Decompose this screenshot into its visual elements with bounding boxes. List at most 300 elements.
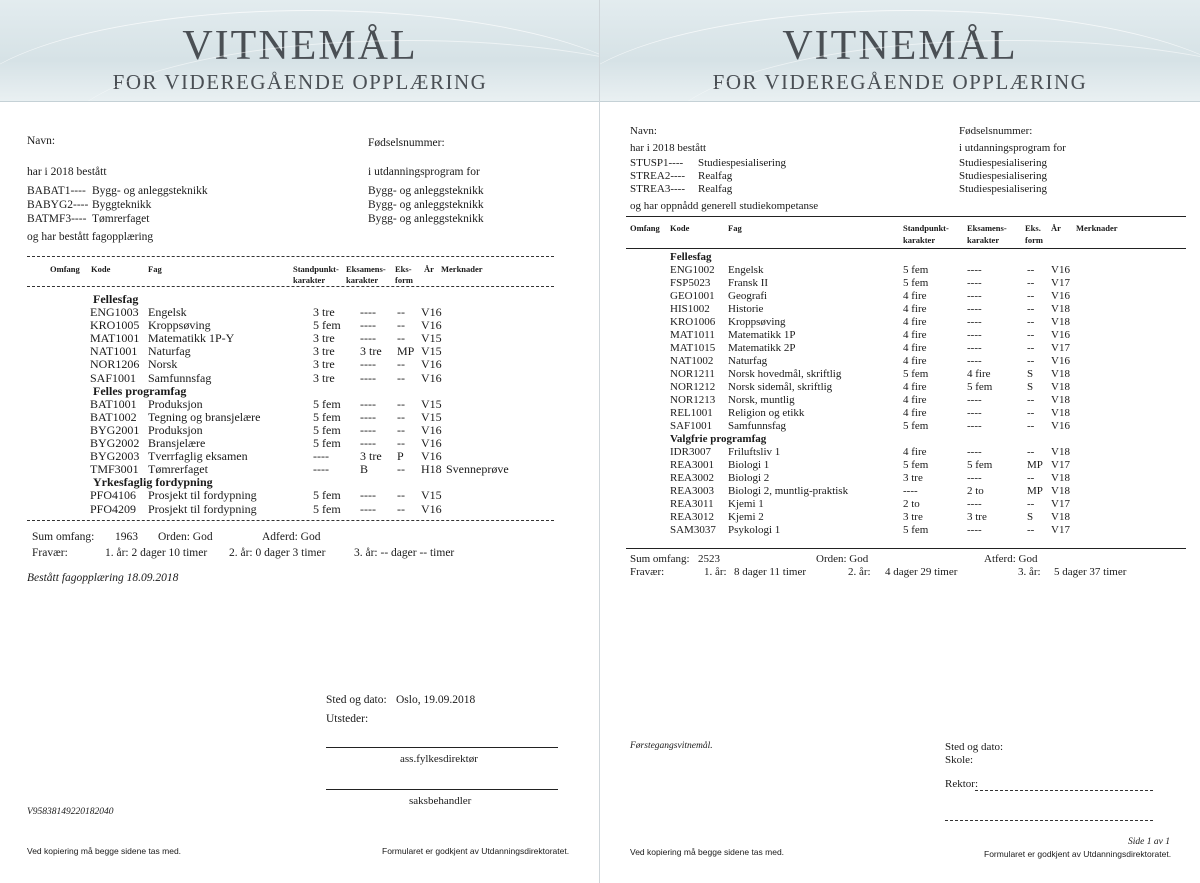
cell-fag: Engelsk: [728, 264, 764, 276]
cell-eksform: S: [1027, 511, 1034, 523]
cell-eksamen: ----: [967, 277, 982, 289]
cell-standpunkt: 4 fire: [903, 407, 927, 419]
cell-fag: Norsk: [148, 357, 178, 372]
passed-text: har i 2018 bestått: [27, 166, 107, 178]
cell-standpunkt: 5 fem: [903, 459, 929, 471]
program-area: Bygg- og anleggsteknikk: [368, 213, 484, 225]
table-row: [600, 381, 1200, 394]
footer-approval: Formularet er godkjent av Utdanningsdirektoratet.: [382, 846, 570, 856]
conduct-behavior: Adferd: God: [262, 531, 321, 543]
grade-table-right: [600, 251, 1200, 537]
grade-table-left: [0, 292, 600, 515]
cell-fag: Biologi 1: [728, 459, 770, 471]
cell-eksform: --: [1027, 303, 1035, 315]
cell-standpunkt: 4 fire: [903, 342, 927, 354]
signature-line-2: [326, 789, 558, 790]
cell-kode: NAT1001: [90, 344, 138, 359]
cell-kode: NOR1206: [90, 357, 140, 372]
cell-eksamen: 4 fire: [967, 368, 991, 380]
cell-ar: V18: [1051, 394, 1070, 406]
sum-label: Sum omfang:: [630, 553, 690, 565]
table-row: [600, 459, 1200, 472]
cell-fag: Religion og etikk: [728, 407, 805, 419]
cell-standpunkt: 4 fire: [903, 446, 927, 458]
group-heading: [600, 251, 1200, 264]
cell-fag: Norsk hovedmål, skriftlig: [728, 368, 842, 380]
cell-standpunkt: 5 fem: [313, 488, 341, 503]
cell-standpunkt: 3 tre: [903, 472, 923, 484]
cell-eksform: S: [1027, 368, 1034, 380]
group-title: Fellesfag: [670, 251, 712, 263]
cell-kode: HIS1002: [670, 303, 710, 315]
absence-year2: 4 dager 29 timer: [885, 566, 958, 578]
program-code: BATMF3----: [27, 213, 87, 225]
footer-approval: Formularet er godkjent av Utdanningsdirektoratet.: [984, 849, 1172, 859]
sum-label: Sum omfang:: [32, 531, 95, 543]
table-row: [0, 436, 600, 449]
table-row: [600, 316, 1200, 329]
cell-kode: NOR1213: [670, 394, 716, 406]
cell-standpunkt: 5 fem: [903, 368, 929, 380]
cell-eksamen: ----: [360, 409, 376, 424]
cell-eksform: --: [1027, 524, 1035, 536]
cell-ar: V18: [1051, 511, 1070, 523]
table-row: [600, 329, 1200, 342]
cell-ar: V17: [1051, 459, 1070, 471]
col-form2: form: [395, 275, 413, 285]
absence-year2: 2. år: 0 dager 3 timer: [229, 547, 326, 559]
program-name: Realfag: [698, 183, 733, 195]
cell-eksform: --: [397, 501, 405, 516]
cell-standpunkt: 5 fem: [313, 409, 341, 424]
table-row: [600, 368, 1200, 381]
cell-eksform: --: [1027, 342, 1035, 354]
cell-eksform: --: [397, 436, 405, 451]
cell-kode: ENG1003: [90, 305, 139, 320]
cell-fag: Biologi 2, muntlig-praktisk: [728, 485, 849, 497]
apprenticeship-note: Bestått fagopplæring 18.09.2018: [27, 572, 179, 584]
absence-label: Fravær:: [630, 566, 665, 578]
cell-eksform: --: [397, 305, 405, 320]
table-top-rule: [27, 256, 554, 257]
school-label: Skole:: [945, 754, 974, 766]
group-heading: [0, 384, 600, 397]
cell-ar: H18: [421, 462, 442, 477]
page-title: VITNEMÅL: [182, 23, 418, 69]
program-area: Bygg- og anleggsteknikk: [368, 199, 484, 211]
cell-ar: V16: [421, 422, 442, 437]
cell-eksform: --: [1027, 290, 1035, 302]
signature-line-1: [326, 747, 558, 748]
table-bottom-rule: [27, 520, 554, 521]
cell-fag: Matematikk 1P-Y: [148, 331, 235, 346]
cell-fag: Geografi: [728, 290, 768, 302]
cell-ar: V18: [1051, 407, 1070, 419]
cell-ar: V15: [421, 331, 442, 346]
cell-eksamen: ----: [967, 329, 982, 341]
cell-eksamen: ----: [360, 488, 376, 503]
cell-eksamen: ----: [360, 436, 376, 451]
cell-ar: V16: [421, 501, 442, 516]
table-row: [600, 420, 1200, 433]
cell-ar: V18: [1051, 381, 1070, 393]
cell-kode: REA3011: [670, 498, 714, 510]
table-row: [0, 305, 600, 318]
group-title: Fellesfag: [93, 292, 139, 306]
cell-kode: SAF1001: [670, 420, 713, 432]
cell-standpunkt: 3 tre: [313, 344, 335, 359]
col-fag: Fag: [728, 223, 742, 233]
col-omfang: Omfang: [50, 264, 80, 274]
table-row: [600, 277, 1200, 290]
program-name: Byggteknikk: [92, 199, 152, 211]
cell-ar: V15: [421, 396, 442, 411]
table-row: [600, 498, 1200, 511]
cell-eksform: MP: [397, 344, 415, 359]
cell-eksform: --: [1027, 498, 1035, 510]
cell-eksform: --: [397, 357, 405, 372]
cell-ar: V16: [1051, 329, 1070, 341]
cell-fag: Produksjon: [148, 396, 203, 411]
table-row: [600, 355, 1200, 368]
table-row: [0, 318, 600, 331]
cell-kode: SAF1001: [90, 370, 137, 385]
cell-eksamen: 3 tre: [360, 344, 382, 359]
cell-eksamen: B: [360, 462, 369, 477]
cell-fag: Kjemi 2: [728, 511, 764, 523]
cell-kode: KRO1006: [670, 316, 716, 328]
cell-standpunkt: 5 fem: [903, 420, 929, 432]
table-row: [0, 488, 600, 501]
cell-eksamen: 3 tre: [967, 511, 987, 523]
cell-eksform: --: [397, 409, 405, 424]
cell-eksamen: ----: [360, 422, 376, 437]
cell-fag: Biologi 2: [728, 472, 770, 484]
cell-eksform: --: [1027, 407, 1035, 419]
cell-standpunkt: 4 fire: [903, 303, 927, 315]
cell-kode: MAT1001: [90, 331, 140, 346]
cell-kode: NAT1002: [670, 355, 714, 367]
principal-label: Rektor:: [945, 778, 978, 790]
absence-year3-label: 3. år:: [1018, 566, 1041, 578]
cell-standpunkt: ----: [903, 485, 918, 497]
col-eks1: Eksamens-: [967, 223, 1007, 233]
cell-eksamen: ----: [967, 355, 982, 367]
cell-fag: Matematikk 2P: [728, 342, 796, 354]
header-banner: [600, 0, 1200, 102]
cell-standpunkt: 5 fem: [313, 422, 341, 437]
cell-eksform: --: [397, 396, 405, 411]
place-date-label: Sted og dato:: [326, 694, 387, 706]
col-kode: Kode: [670, 223, 690, 233]
footer-copy-note: Ved kopiering må begge sidene tas med.: [630, 847, 785, 857]
table-header-rule: [27, 286, 554, 287]
cell-eksform: --: [1027, 264, 1035, 276]
cell-fag: Psykologi 1: [728, 524, 781, 536]
program-label: i utdanningsprogram for: [959, 142, 1066, 154]
cell-kode: REA3003: [670, 485, 714, 497]
cell-kode: PFO4209: [90, 501, 137, 516]
cell-kode: BAT1001: [90, 396, 137, 411]
absence-year3: 5 dager 37 timer: [1054, 566, 1127, 578]
diploma-page-right: [600, 0, 1200, 883]
absence-year3: 3. år: -- dager -- timer: [354, 547, 455, 559]
cell-eksamen: 2 to: [967, 485, 984, 497]
table-row: [600, 290, 1200, 303]
cell-eksamen: ----: [967, 342, 982, 354]
cell-ar: V17: [1051, 498, 1070, 510]
cell-ar: V18: [1051, 472, 1070, 484]
cell-fag: Naturfag: [148, 344, 191, 359]
col-form1: Eks-: [395, 264, 412, 274]
group-title: Yrkesfaglig fordypning: [93, 475, 213, 490]
col-form1: Eks.: [1025, 223, 1041, 233]
cell-fag: Kjemi 1: [728, 498, 764, 510]
program-code: STREA3----: [630, 183, 685, 195]
cell-eksform: --: [397, 462, 405, 477]
cell-eksform: --: [1027, 394, 1035, 406]
cell-fag: Bransjelære: [148, 436, 206, 451]
cell-kode: BAT1002: [90, 409, 137, 424]
cell-ar: V16: [421, 436, 442, 451]
cell-kode: GEO1001: [670, 290, 715, 302]
col-eks2: karakter: [346, 275, 379, 285]
cell-eksamen: 5 fem: [967, 381, 993, 393]
cell-fag: Friluftsliv 1: [728, 446, 781, 458]
cell-ar: V16: [421, 370, 442, 385]
group-heading: [0, 475, 600, 488]
table-row: [600, 264, 1200, 277]
cell-fag: Norsk, muntlig: [728, 394, 795, 406]
cell-eksform: --: [1027, 316, 1035, 328]
col-omfang: Omfang: [630, 223, 660, 233]
table-row: [600, 446, 1200, 459]
cell-fag: Historie: [728, 303, 764, 315]
cell-ar: V17: [1051, 277, 1070, 289]
col-form2: form: [1025, 235, 1043, 245]
cell-kode: REA3012: [670, 511, 714, 523]
cell-standpunkt: 4 fire: [903, 355, 927, 367]
absence-year1-label: 1. år:: [704, 566, 727, 578]
footer-copy-note: Ved kopiering må begge sidene tas med.: [27, 846, 182, 856]
birth-number-label: Fødselsnummer:: [368, 137, 445, 149]
col-fag: Fag: [148, 264, 162, 274]
cell-kode: BYG2002: [90, 436, 140, 451]
cell-eksamen: ----: [967, 472, 982, 484]
cell-kode: ENG1002: [670, 264, 715, 276]
place-date-value: Oslo, 19.09.2018: [396, 694, 476, 706]
cell-ar: V16: [1051, 290, 1070, 302]
cell-kode: MAT1011: [670, 329, 715, 341]
program-area: Studiespesialisering: [959, 157, 1047, 169]
cell-eksform: --: [1027, 446, 1035, 458]
cell-standpunkt: 3 tre: [313, 331, 335, 346]
cell-eksform: MP: [1027, 485, 1043, 497]
cell-eksform: --: [397, 318, 405, 333]
cell-eksform: --: [397, 331, 405, 346]
cell-standpunkt: 3 tre: [903, 511, 923, 523]
cell-eksamen: ----: [967, 316, 982, 328]
cell-eksamen: ----: [360, 305, 376, 320]
cell-eksamen: ----: [967, 446, 982, 458]
table-row: [0, 449, 600, 462]
col-stand2: karakter: [293, 275, 326, 285]
col-stand2: karakter: [903, 235, 936, 245]
conduct-order: Orden: God: [816, 553, 869, 565]
second-signature-line: [945, 820, 1153, 821]
cell-standpunkt: 5 fem: [903, 524, 929, 536]
principal-signature-line: [975, 790, 1153, 791]
cell-ar: V18: [1051, 316, 1070, 328]
name-label: Navn:: [27, 135, 56, 147]
cell-kode: BYG2001: [90, 422, 140, 437]
place-date-label: Sted og dato:: [945, 741, 1004, 753]
competence-text: og har oppnådd generell studiekompetanse: [630, 200, 819, 212]
cell-fag: Prosjekt til fordypning: [148, 501, 257, 516]
program-code: BABAT1----: [27, 185, 86, 197]
cell-standpunkt: 5 fem: [903, 277, 929, 289]
cell-eksform: --: [397, 422, 405, 437]
program-name: Studiespesialisering: [698, 157, 786, 169]
table-bottom-rule: [626, 548, 1186, 549]
conduct-order: Orden: God: [158, 531, 213, 543]
cell-ar: V17: [1051, 342, 1070, 354]
cell-kode: KRO1005: [90, 318, 140, 333]
cell-eksform: --: [1027, 355, 1035, 367]
cell-fag: Naturfag: [728, 355, 768, 367]
cell-fag: Tegning og bransjelære: [148, 409, 261, 424]
table-row: [600, 524, 1200, 537]
col-stand1: Standpunkt-: [903, 223, 949, 233]
cell-standpunkt: 5 fem: [313, 318, 341, 333]
table-row: [0, 371, 600, 384]
cell-fag: Tverrfaglig eksamen: [148, 449, 248, 464]
cell-standpunkt: 4 fire: [903, 290, 927, 302]
program-name: Bygg- og anleggsteknikk: [92, 185, 208, 197]
cell-eksamen: 3 tre: [360, 449, 382, 464]
program-area: Studiespesialisering: [959, 170, 1047, 182]
table-row: [0, 357, 600, 370]
cell-ar: V18: [1051, 303, 1070, 315]
cell-ar: V15: [421, 488, 442, 503]
cell-standpunkt: ----: [313, 462, 329, 477]
cell-kode: TMF3001: [90, 462, 139, 477]
col-eks2: karakter: [967, 235, 1000, 245]
group-heading: [0, 292, 600, 305]
cell-eksamen: ----: [360, 396, 376, 411]
cell-eksform: MP: [1027, 459, 1043, 471]
cell-fag: Samfunnsfag: [728, 420, 787, 432]
cell-eksamen: ----: [967, 290, 982, 302]
cell-kode: NOR1211: [670, 368, 715, 380]
cell-eksamen: ----: [967, 264, 982, 276]
absence-year1: 1. år: 2 dager 10 timer: [105, 547, 208, 559]
cell-kode: FSP5023: [670, 277, 711, 289]
cell-eksamen: ----: [967, 303, 982, 315]
page-counter: Side 1 av 1: [1128, 837, 1170, 847]
cell-standpunkt: 5 fem: [903, 264, 929, 276]
group-title: Valgfrie programfag: [670, 433, 767, 445]
cell-eksform: --: [1027, 277, 1035, 289]
cell-kode: MAT1015: [670, 342, 716, 354]
cell-kode: PFO4106: [90, 488, 137, 503]
program-label: i utdanningsprogram for: [368, 166, 480, 178]
sum-value: 1963: [115, 531, 138, 543]
cell-ar: V16: [421, 305, 442, 320]
page-subtitle: FOR VIDEREGÅENDE OPPLÆRING: [712, 70, 1088, 94]
cell-fag: Tømrerfaget: [148, 462, 208, 477]
cell-standpunkt: 3 tre: [313, 370, 335, 385]
group-heading: [600, 433, 1200, 446]
cell-standpunkt: 3 tre: [313, 305, 335, 320]
cell-ar: V16: [1051, 420, 1070, 432]
table-row: [0, 462, 600, 475]
birth-number-label: Fødselsnummer:: [959, 125, 1033, 137]
cell-fag: Produksjon: [148, 422, 203, 437]
cell-kode: REA3001: [670, 459, 714, 471]
cell-standpunkt: 4 fire: [903, 381, 927, 393]
cell-standpunkt: ----: [313, 449, 329, 464]
cell-kode: BYG2003: [90, 449, 140, 464]
table-row: [600, 394, 1200, 407]
cell-eksamen: ----: [967, 498, 982, 510]
cell-eksform: S: [1027, 381, 1034, 393]
group-title: Felles programfag: [93, 383, 187, 398]
cell-ar: V18: [1051, 446, 1070, 458]
cell-eksform: --: [1027, 329, 1035, 341]
cell-eksamen: 5 fem: [967, 459, 993, 471]
cell-merknad: Svenneprøve: [446, 462, 509, 477]
table-header-rule: [626, 248, 1186, 249]
cell-kode: REA3002: [670, 472, 714, 484]
cell-eksamen: ----: [967, 524, 982, 536]
cell-fag: Matematikk 1P: [728, 329, 796, 341]
cell-eksamen: ----: [967, 407, 982, 419]
table-top-rule: [626, 216, 1186, 217]
cell-ar: V16: [1051, 355, 1070, 367]
table-row: [0, 397, 600, 410]
cell-fag: Norsk sidemål, skriftlig: [728, 381, 833, 393]
program-code: STUSP1----: [630, 157, 684, 169]
cell-eksform: P: [397, 449, 404, 464]
col-stand1: Standpunkt-: [293, 264, 339, 274]
cell-eksform: --: [1027, 472, 1035, 484]
cell-ar: V18: [1051, 368, 1070, 380]
cell-eksamen: ----: [360, 501, 376, 516]
table-row: [600, 342, 1200, 355]
page-title: VITNEMÅL: [782, 23, 1018, 69]
cell-ar: V16: [421, 449, 442, 464]
issuer-label: Utsteder:: [326, 713, 369, 725]
table-row: [600, 511, 1200, 524]
name-label: Navn:: [630, 125, 657, 137]
table-row: [600, 303, 1200, 316]
col-kode: Kode: [91, 264, 111, 274]
program-name: Tømrerfaget: [92, 213, 150, 225]
cell-eksamen: ----: [967, 420, 982, 432]
signature-title-2: saksbehandler: [409, 795, 472, 807]
absence-label: Fravær:: [32, 547, 68, 559]
cell-ar: V16: [421, 318, 442, 333]
apprenticeship-text: og har bestått fagopplæring: [27, 231, 154, 243]
cell-fag: Kroppsøving: [148, 318, 211, 333]
cell-ar: V15: [421, 409, 442, 424]
table-row: [600, 472, 1200, 485]
program-area: Bygg- og anleggsteknikk: [368, 185, 484, 197]
cell-standpunkt: 2 to: [903, 498, 920, 510]
cell-standpunkt: 5 fem: [313, 396, 341, 411]
table-row: [0, 410, 600, 423]
